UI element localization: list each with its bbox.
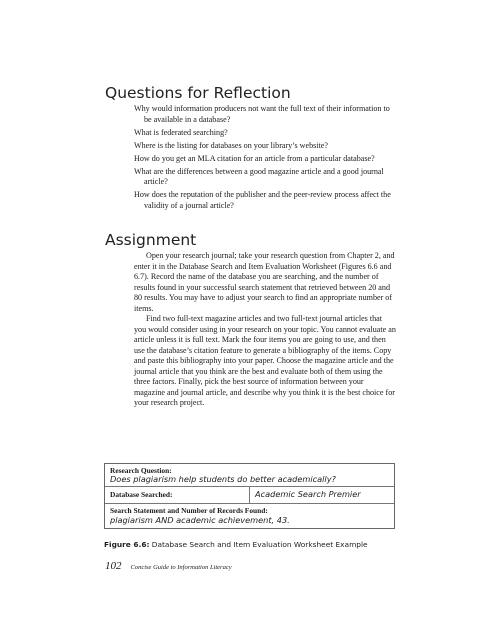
- reflection-question: What are the differences between a good magazine article and a good journal article?: [134, 166, 384, 186]
- database-row: [105, 486, 394, 504]
- figure-caption-text: Database Search and Item Evaluation Worksheet Example: [151, 540, 368, 549]
- assignment-paragraph: Open your research journal; take your research question from Chapter 2, and enter it in the Database Search and Item Evaluation Worksheet (Figures 6.6 and 6.7). Record the name of the database you are searching, and the number of results found in your successful search statement that retrieved between 20 and 80 results. You may have to adjust your search to find an appropriate number of items.: [134, 251, 395, 313]
- reflection-heading: Questions for Reflection: [105, 84, 291, 102]
- database-label: Database Searched:: [110, 490, 173, 499]
- page-number: 102: [105, 560, 122, 572]
- reflection-question: Where is the listing for databases on your library’s website?: [134, 140, 328, 150]
- reflection-question: What is federated searching?: [134, 127, 228, 137]
- database-value: Academic Search Premier: [255, 489, 361, 499]
- reflection-question: How does the reputation of the publisher and the peer-review process affect the validity of a journal article?: [134, 190, 391, 210]
- assignment-body: [134, 251, 396, 409]
- reflection-question: How do you get an MLA citation for an article from a particular database?: [134, 153, 375, 163]
- search-statement-label: Search Statement and Number of Records Found:: [110, 506, 268, 515]
- figure-caption: [104, 540, 368, 549]
- figure-caption-label: Figure 6.6:: [104, 540, 150, 549]
- assignment-heading: Assignment: [105, 231, 197, 249]
- cell-divider: [249, 486, 250, 503]
- reflection-question-list: [134, 104, 396, 214]
- research-question-label: Research Question:: [110, 466, 172, 475]
- assignment-paragraph: Find two full-text magazine articles and two full-text journal articles that you would consider using in your research on your topic. You cannot evaluate an article unless it is full text. Mark the four items you are going to use, and then use the database’s citation feature to generate a bibliography of the items. Copy and paste this bibliography into your paper. Choose the magazine article and the journal article that you think are the best and evaluate both of them using the three factors. Finally, pick the best source of information between your magazine and journal article, and describe why you think it is the best choice for your research project.: [134, 314, 396, 407]
- research-question-row: [105, 464, 394, 487]
- worksheet-table: [104, 463, 395, 529]
- search-statement-row: [105, 503, 394, 528]
- research-question-value: Does plagiarism help students do better academically?: [110, 474, 336, 484]
- reflection-question: Why would information producers not want the full text of their information to be available in a database?: [134, 104, 390, 124]
- search-statement-value: plagiarism AND academic achievement, 43.: [110, 515, 290, 525]
- page-footer: [105, 556, 232, 574]
- book-title: Concise Guide to Information Literacy: [130, 564, 232, 571]
